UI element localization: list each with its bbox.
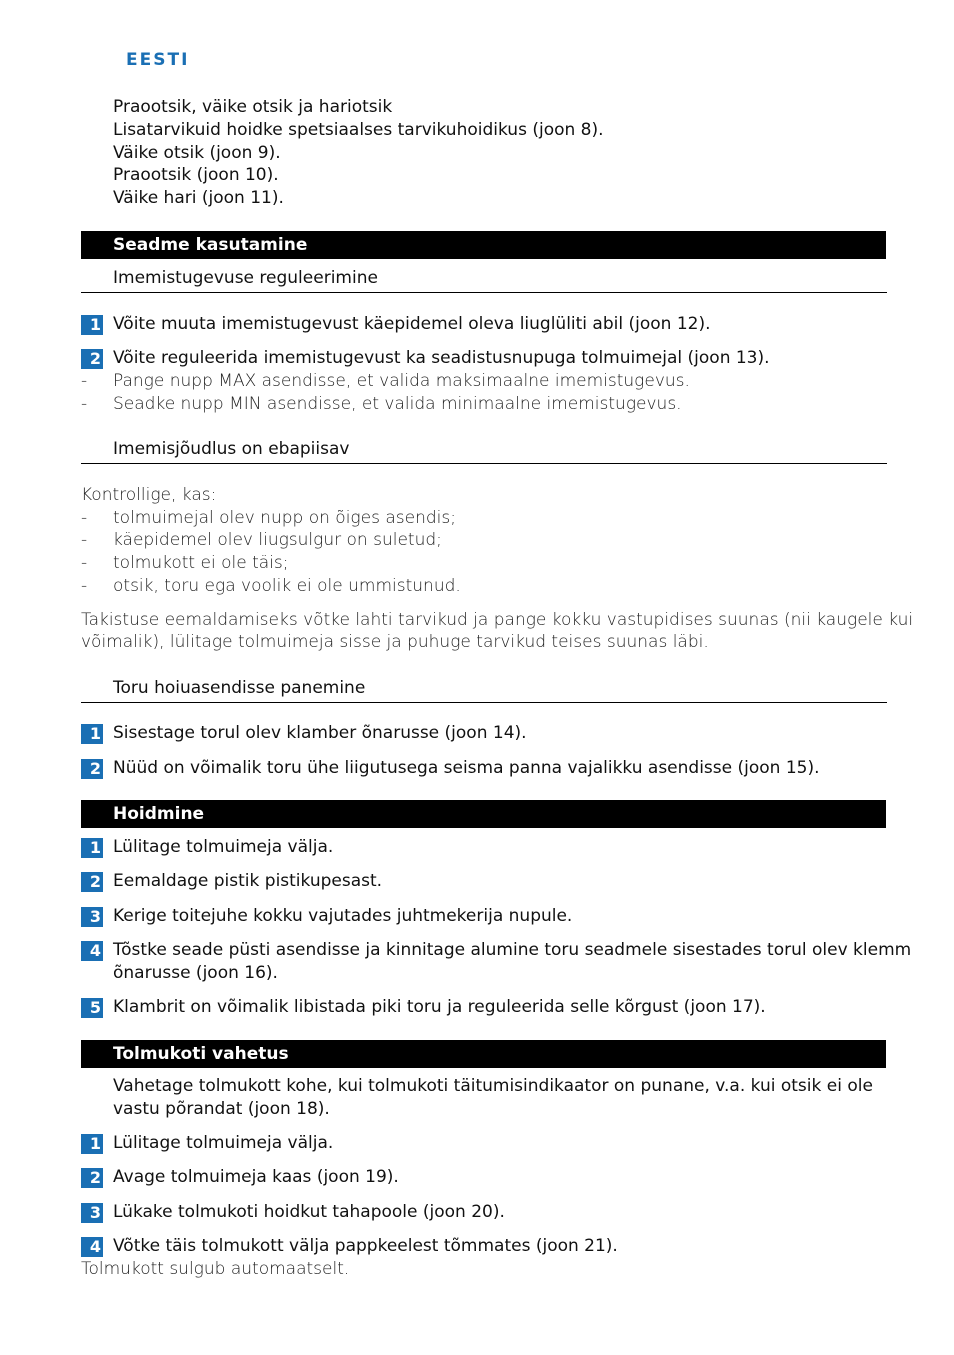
step-number: 1 (81, 838, 103, 858)
step-number: 2 (81, 349, 103, 369)
step-number: 3 (81, 907, 103, 927)
footer-note: Tolmukott sulgub automaatselt. (81, 1259, 350, 1279)
step-number: 2 (81, 872, 103, 892)
step-text: Lükake tolmukoti hoidkut tahapoole (joon 20). (113, 1202, 505, 1222)
subheading-performance: Imemisjõudlus on ebapiisav (113, 439, 350, 459)
step-number: 1 (81, 315, 103, 335)
step-text: Nüüd on võimalik toru ühe liigutusega seisma panna vajalikku asendisse (joon 15). (113, 758, 820, 778)
step-text: Eemaldage pistik pistikupesast. (113, 871, 383, 891)
paragraph-line: võimalik), lülitage tolmuimeja sisse ja puhuge tarvikud teises suunas läbi. (81, 632, 709, 652)
step-number: 4 (81, 1237, 103, 1257)
bullet-dash: - (81, 576, 88, 596)
step-text-continued: õnarusse (joon 16). (113, 963, 278, 983)
step-text: Võite muuta imemistugevust käepidemel oleva liuglüliti abil (joon 12). (113, 314, 711, 334)
section-heading-bag: Tolmukoti vahetus (81, 1040, 886, 1068)
step-number: 1 (81, 724, 103, 744)
step-number: 4 (81, 941, 103, 961)
intro-line: Väike hari (joon 11). (113, 188, 284, 208)
step-text: Sisestage torul olev klamber õnarusse (joon 14). (113, 723, 527, 743)
paragraph-line: Vahetage tolmukott kohe, kui tolmukoti täitumisindikaator on punane, v.a. kui otsik ei ole (113, 1076, 873, 1096)
step-number: 2 (81, 759, 103, 779)
bullet-text: tolmukott ei ole täis; (113, 553, 289, 573)
paragraph-line: vastu põrandat (joon 18). (113, 1099, 330, 1119)
step-text: Võtke täis tolmukott välja pappkeelest tõmmates (joon 21). (113, 1236, 618, 1256)
divider (81, 702, 887, 703)
intro-line: Praootsik, väike otsik ja hariotsik (113, 97, 393, 117)
language-label: EESTI (126, 50, 190, 70)
paragraph-line: Takistuse eemaldamiseks võtke lahti tarvikud ja pange kokku vastupidises suunas (nii kaugele kui (81, 610, 914, 630)
subheading-storage-position: Toru hoiuasendisse panemine (113, 678, 366, 698)
section-heading-use: Seadme kasutamine (81, 231, 886, 259)
step-number: 2 (81, 1168, 103, 1188)
step-text: Kerige toitejuhe kokku vajutades juhtmekerija nupule. (113, 906, 573, 926)
intro-line: Lisatarvikuid hoidke spetsiaalses tarvikuhoidikus (joon 8). (113, 120, 604, 140)
step-text: Avage tolmuimeja kaas (joon 19). (113, 1167, 399, 1187)
bullet-text: Pange nupp MAX asendisse, et valida maksimaalne imemistugevus. (113, 371, 690, 391)
intro-line: Väike otsik (joon 9). (113, 143, 281, 163)
bullet-text: tolmuimejal olev nupp on õiges asendis; (113, 508, 456, 528)
bullet-dash: - (81, 508, 88, 528)
subheading-suction: Imemistugevuse reguleerimine (113, 268, 378, 288)
step-text: Tõstke seade püsti asendisse ja kinnitage alumine toru seadmele sisestades torul olev klemm (113, 940, 912, 960)
intro-line: Praootsik (joon 10). (113, 165, 279, 185)
step-text: Klambrit on võimalik libistada piki toru ja reguleerida selle kõrgust (joon 17). (113, 997, 766, 1017)
bullet-text: käepidemel olev liugsulgur on suletud; (113, 530, 442, 550)
step-text: Lülitage tolmuimeja välja. (113, 1133, 334, 1153)
bullet-dash: - (81, 530, 88, 550)
check-label: Kontrollige, kas: (81, 485, 217, 505)
bullet-text: otsik, toru ega voolik ei ole ummistunud. (113, 576, 461, 596)
section-heading-storage: Hoidmine (81, 800, 886, 828)
step-number: 5 (81, 998, 103, 1018)
step-number: 3 (81, 1203, 103, 1223)
step-text: Lülitage tolmuimeja välja. (113, 837, 334, 857)
bullet-dash: - (81, 394, 88, 414)
divider (81, 463, 887, 464)
bullet-text: Seadke nupp MIN asendisse, et valida minimaalne imemistugevus. (113, 394, 682, 414)
bullet-dash: - (81, 371, 88, 391)
step-text: Võite reguleerida imemistugevust ka seadistusnupuga tolmuimejal (joon 13). (113, 348, 770, 368)
step-number: 1 (81, 1134, 103, 1154)
bullet-dash: - (81, 553, 88, 573)
divider (81, 292, 887, 293)
